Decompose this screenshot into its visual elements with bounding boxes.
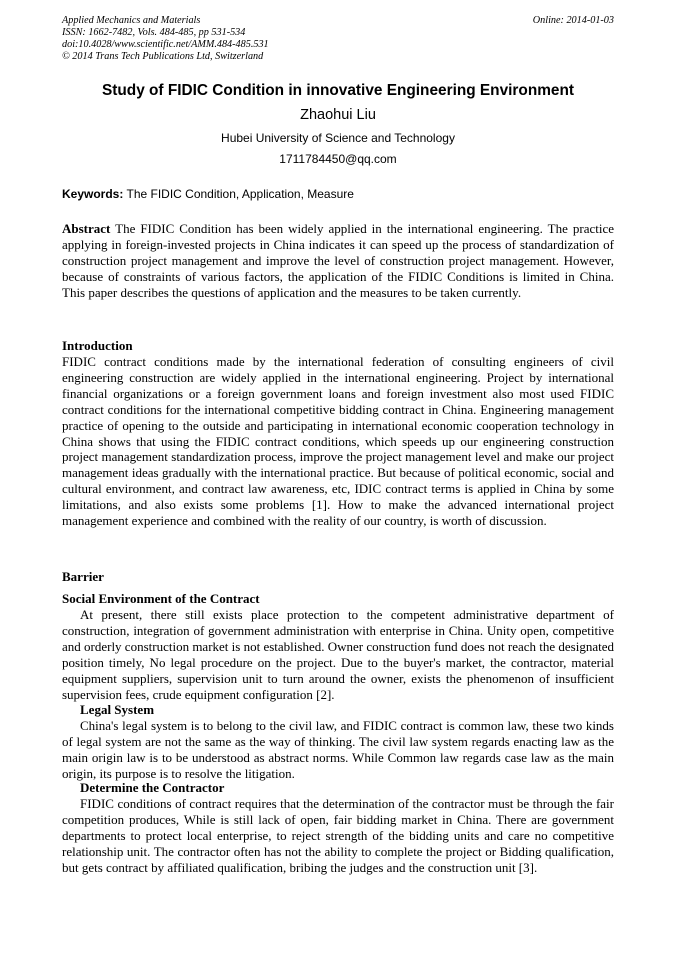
author-email: 1711784450@qq.com bbox=[279, 152, 397, 166]
determine-contractor-text: FIDIC conditions of contract requires that the determination of the contractor must be through the fair competition produces, While is still lack of open, fair bidding market in China. There are government departments to protect local enterprise, to reject strength of the bidding units and care no competitive relationship unit. The contractor often has not the ability to complete the project or Bidding qualification, but gets contract by affiliated qualification, bribing the judges and the construction unit [3]. bbox=[62, 796, 614, 875]
introduction-heading: Introduction bbox=[62, 338, 133, 353]
paper-title: Study of FIDIC Condition in innovative Engineering Environment bbox=[102, 82, 574, 99]
issn-line: ISSN: 1662-7482, Vols. 484-485, pp 531-534 bbox=[62, 27, 246, 38]
keywords-text: The FIDIC Condition, Application, Measure bbox=[126, 187, 354, 201]
online-date: Online: 2014-01-03 bbox=[532, 15, 614, 26]
abstract bbox=[62, 221, 614, 301]
author-affiliation: Hubei University of Science and Technology bbox=[221, 131, 455, 145]
legal-system-text: China's legal system is to belong to the civil law, and FIDIC contract is common law, these two kinds of legal system are not the same as the way of thinking. The civil law system regards enacting law as the main origin law is to be understood as abstract norms. While Common law regards case law as the main origin, its purpose is to resolve the litigation. bbox=[62, 718, 614, 781]
journal-header bbox=[62, 15, 614, 63]
doi-line: doi:10.4028/www.scientific.net/AMM.484-485.531 bbox=[62, 39, 269, 50]
publication-info bbox=[62, 15, 614, 63]
keywords bbox=[62, 186, 614, 202]
journal-name: Applied Mechanics and Materials bbox=[62, 15, 201, 26]
determine-contractor-heading: Determine the Contractor bbox=[80, 780, 225, 795]
barrier-heading: Barrier bbox=[62, 569, 104, 584]
keywords-label: Keywords: bbox=[62, 187, 124, 201]
abstract-text: The FIDIC Condition has been widely applied in the international engineering. The practice applying in foreign-invested projects in China indicates it can speed up the process of standardization of construction project management and improve the level of construction project management. However, because of constraints of various factors, the application of the FIDIC Conditions is limited in China. This paper describes the questions of application and the measures to be taken currently. bbox=[62, 221, 615, 300]
social-environment-text: At present, there still exists place protection to the competent administrative department of construction, integration of government administration with enterprise in China. Unity open, competitive and orderly construction market is not established. Owner construction fund does not reach the designated position timely, No legal procedure on the project. Due to the buyer's market, the contractor, material equipment suppliers, supervision unit to turn around the owner, exists the phenomenon of insufficient supervision fees, crude equipment configuration [2]. bbox=[62, 607, 614, 702]
author-name: Zhaohui Liu bbox=[300, 107, 376, 123]
abstract-label: Abstract bbox=[62, 221, 111, 236]
social-environment-heading: Social Environment of the Contract bbox=[62, 591, 260, 606]
introduction-text: FIDIC contract conditions made by the international federation of consulting engineers of civil engineering construction are widely applied in the international engineering. Project by international financial organizations or a foreign government loans and foreign investment also most used FIDIC contract conditions for the international competitive bidding contract in China. Engineering management practice of opening to the outside and participating in international economic cooperation technology in China shows that using the FIDIC contract conditions, which speeds up our engineering construction project management standardization process, improve the project management level and make our project management ideas gradually with the international practice. But because of political economic, social and cultural environment, and contract law awareness, etc, IDIC contract terms is applied in China by some limitations, and also exists some problems [1]. How to make the advanced international project management experience and combined with the reality of our country, is worth of discussion. bbox=[62, 354, 614, 529]
copyright-line: © 2014 Trans Tech Publications Ltd, Switzerland bbox=[62, 51, 264, 62]
legal-system-heading: Legal System bbox=[80, 702, 155, 717]
